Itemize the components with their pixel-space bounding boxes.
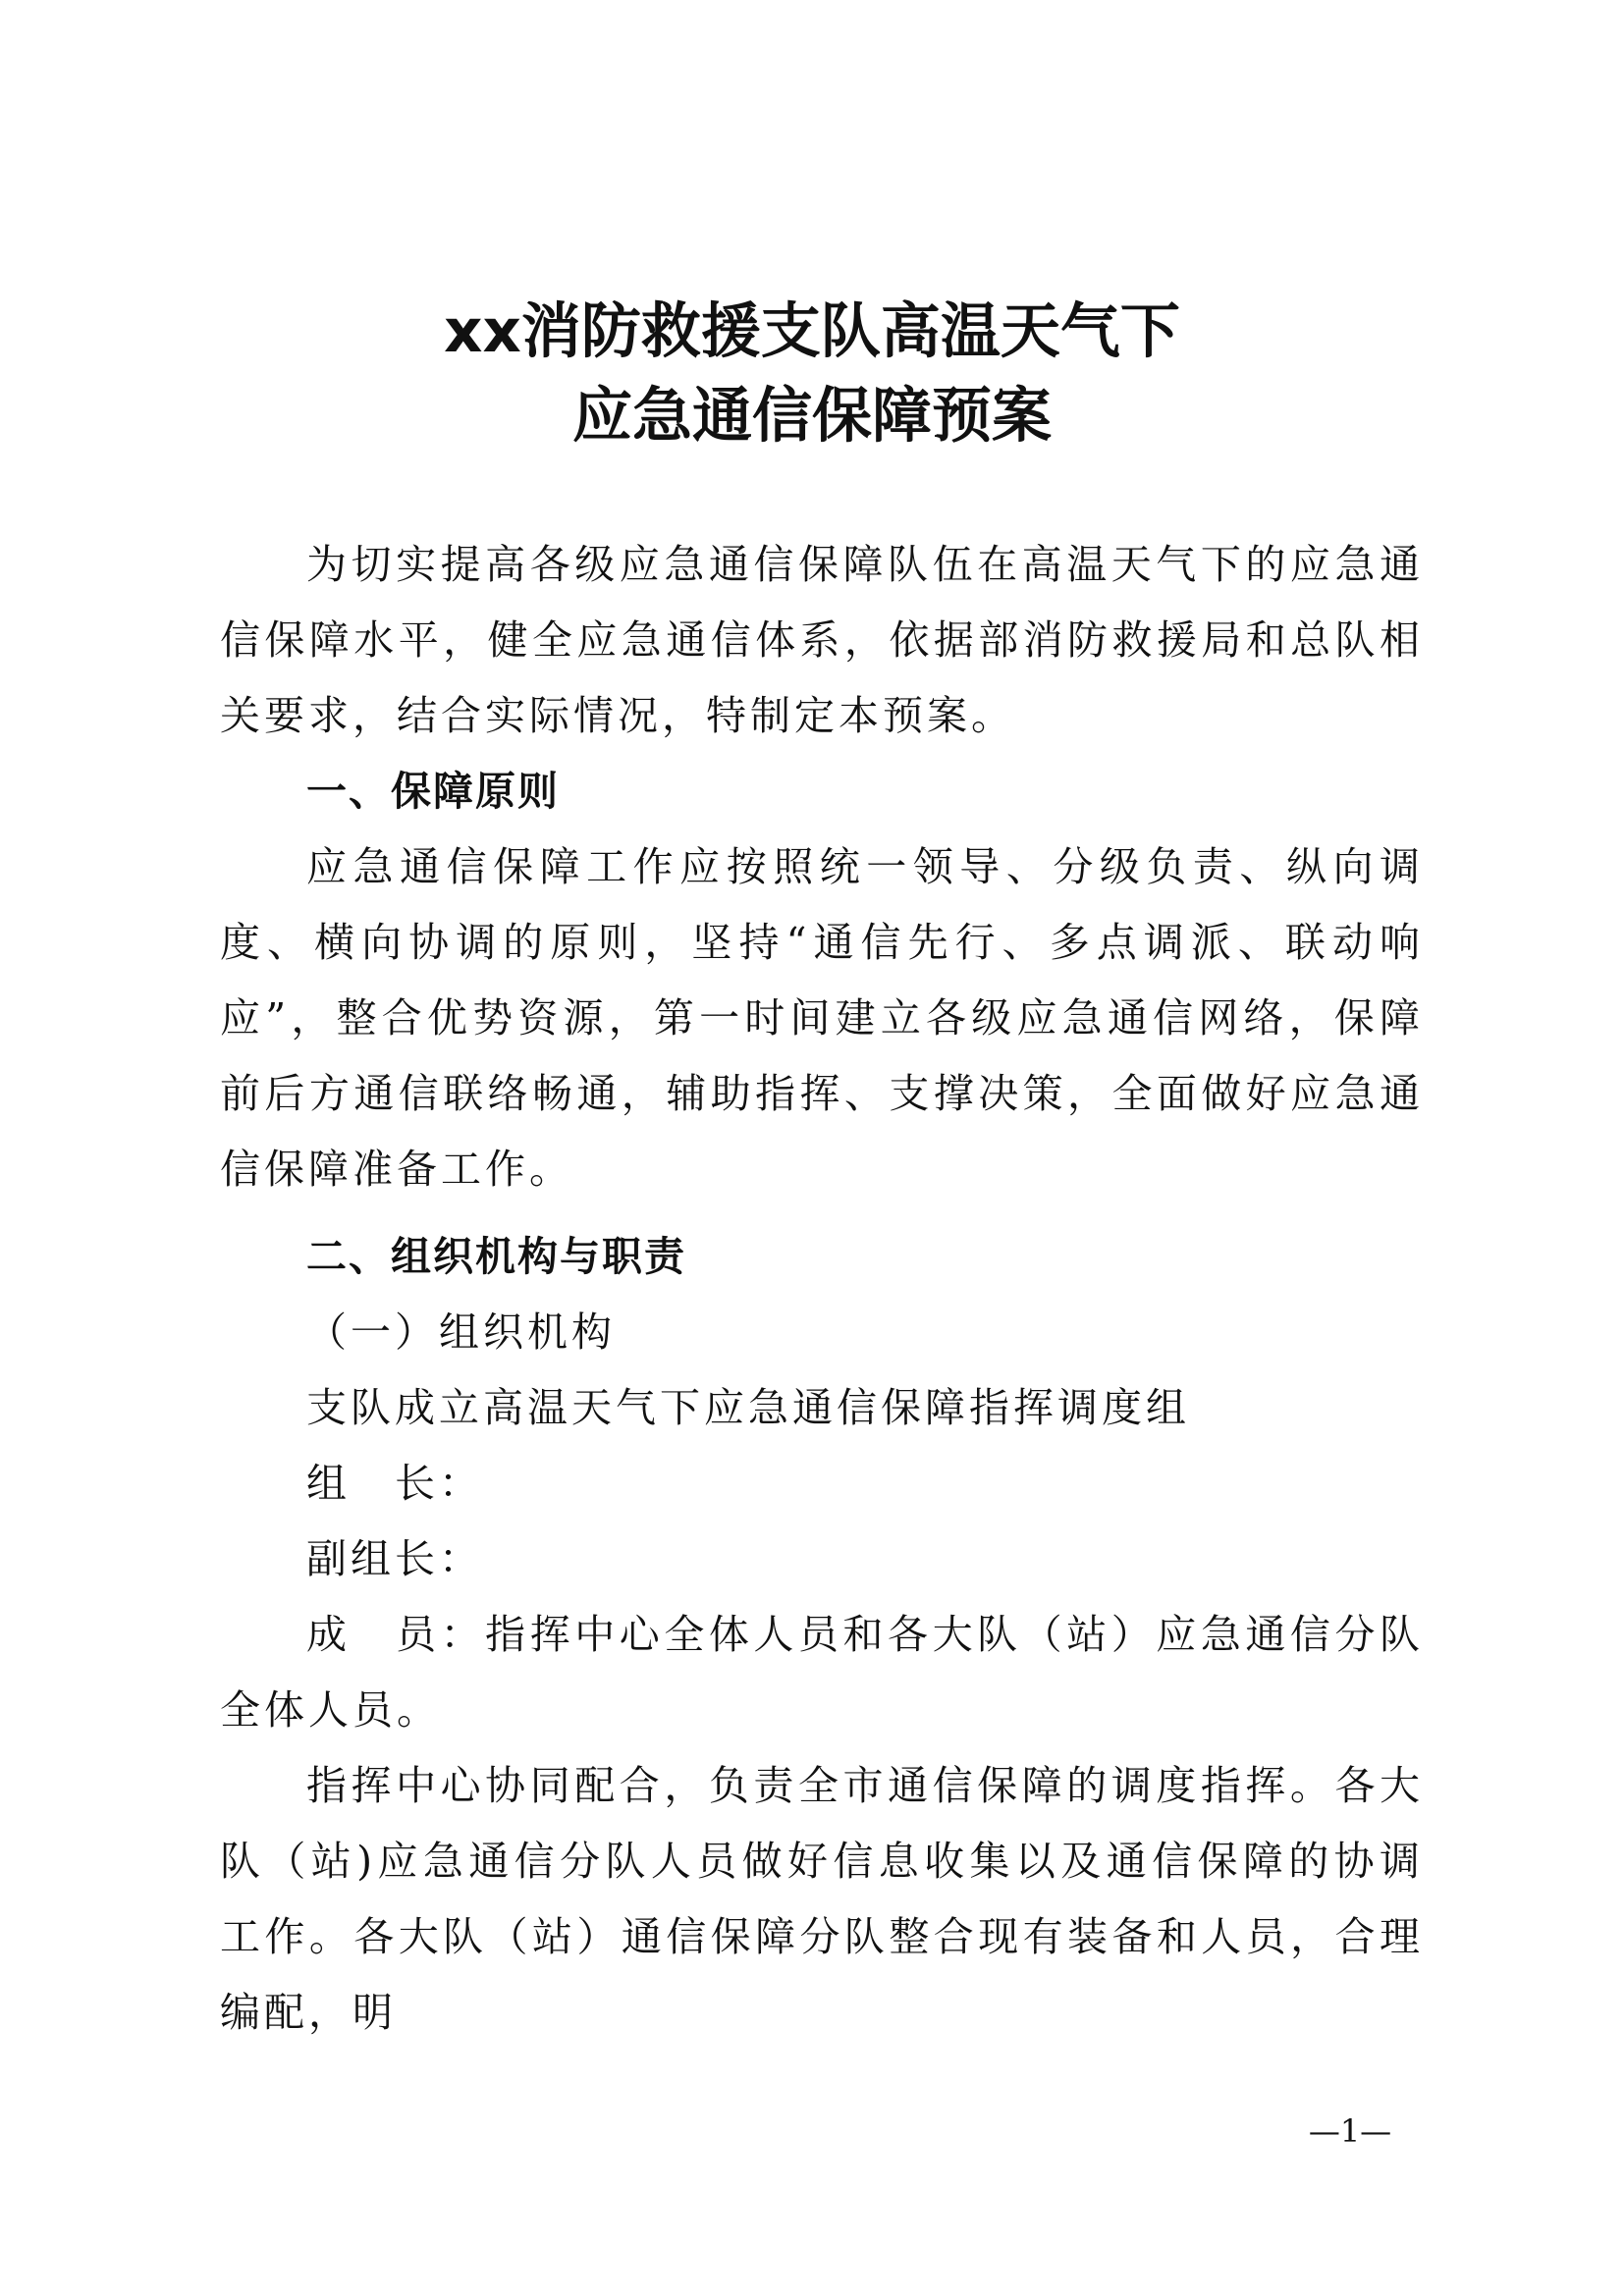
deputy-leader-line: 副组长： bbox=[306, 1535, 483, 1582]
members-paragraph: 成 员：指挥中心全体人员和各大队（站）应急通信分队全体人员。 bbox=[220, 1611, 1424, 1734]
title-line-1: xx消防救援支队高温天气下 bbox=[444, 296, 1180, 366]
section-1-heading: 一、保障原则 bbox=[306, 768, 560, 815]
group-establishment-line: 支队成立高温天气下应急通信保障指挥调度组 bbox=[306, 1384, 1190, 1431]
section-2-heading: 二、组织机构与职责 bbox=[306, 1233, 686, 1280]
intro-paragraph: 为切实提高各级应急通信保障队伍在高温天气下的应急通信保障水平，健全应急通信体系，依据部消防救援局和总队相关要求，结合实际情况，特制定本预案。 bbox=[220, 541, 1424, 739]
title-line-2: 应急通信保障预案 bbox=[571, 381, 1052, 451]
group-leader-line: 组 长： bbox=[306, 1460, 483, 1507]
document-title bbox=[0, 290, 1624, 458]
subsection-1-heading: （一）组织机构 bbox=[306, 1308, 616, 1356]
duties-paragraph: 指挥中心协同配合，负责全市通信保障的调度指挥。各大队（站)应急通信分队人员做好信息收集以及通信保障的协调工作。各大队（站）通信保障分队整合现有装备和人员，合理编配，明 bbox=[220, 1762, 1424, 2036]
page-number: —1— bbox=[1308, 2112, 1392, 2150]
document-body bbox=[220, 527, 1424, 2051]
section-1-paragraph: 应急通信保障工作应按照统一领导、分级负责、纵向调度、横向协调的原则，坚持“通信先行、多点调派、联动响应”，整合优势资源，第一时间建立各级应急通信网络，保障前后方通信联络畅通，辅助指挥、支撑决策，全面做好应急通信保障准备工作。 bbox=[220, 843, 1424, 1193]
